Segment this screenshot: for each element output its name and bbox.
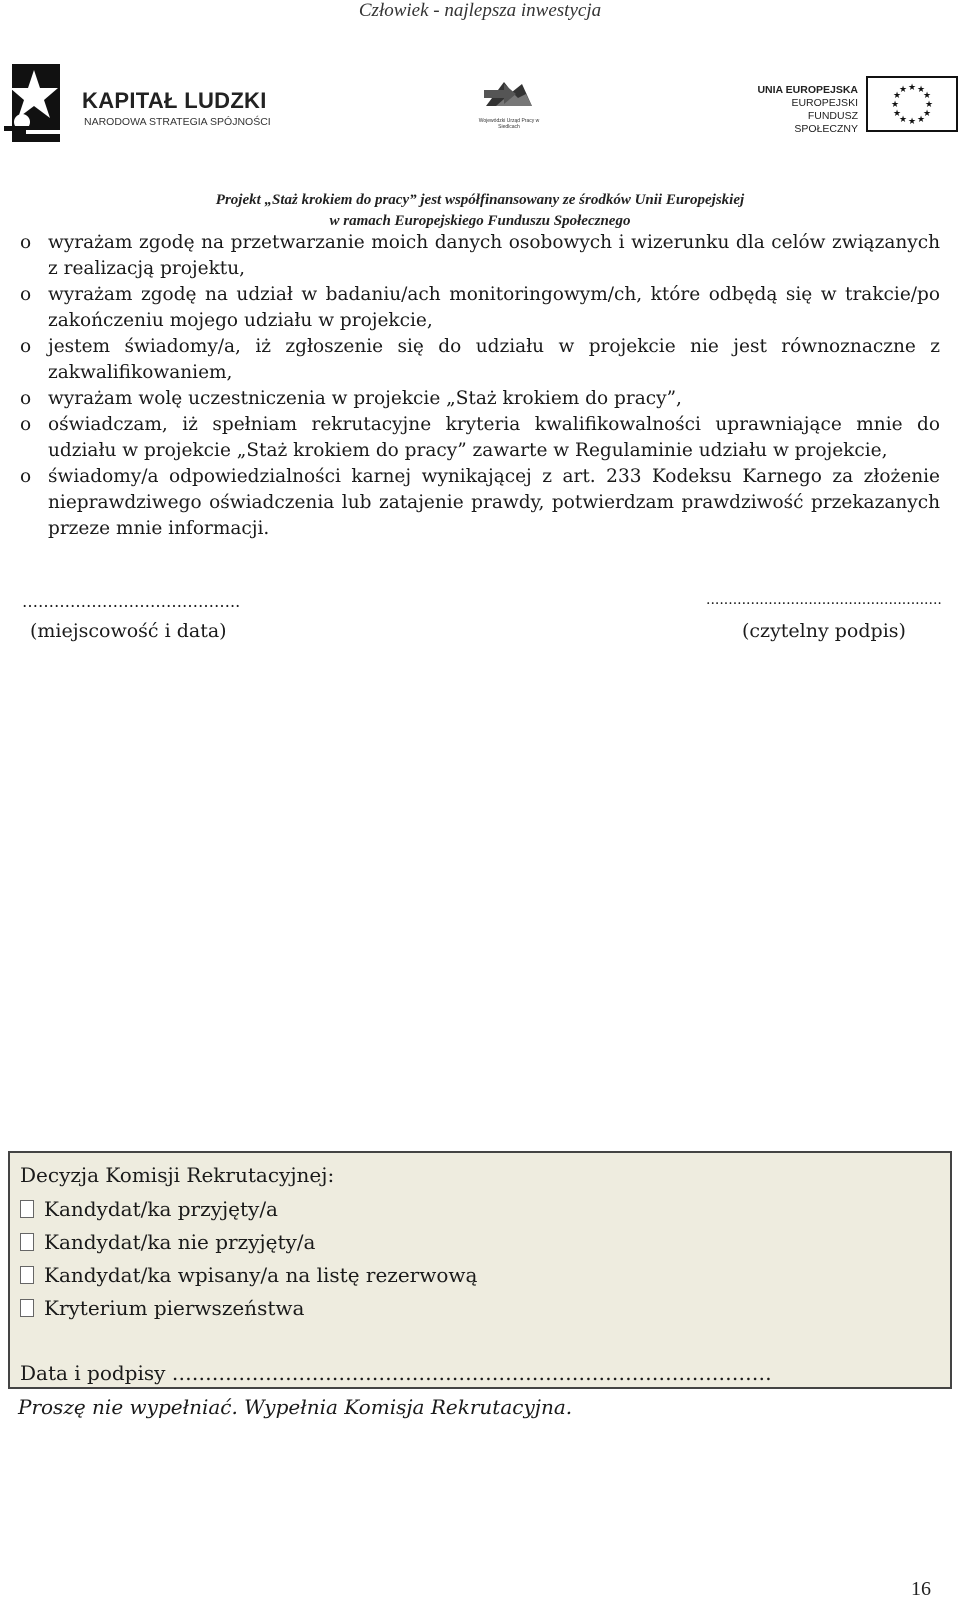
- option-label: Kandydat/ka wpisany/a na listę rezerwową: [44, 1263, 478, 1287]
- project-caption-line1: Projekt „Staż krokiem do pracy” jest współfinansowany ze środków Unii Europejskiej: [215, 192, 745, 208]
- svg-text:★: ★: [907, 83, 917, 93]
- kapital-ludzki-mark-icon: [4, 60, 66, 146]
- committee-sign-line[interactable]: Data i podpisy ………………………………………………………………………………: [20, 1361, 772, 1385]
- kapital-ludzki-logo: [4, 60, 274, 146]
- bullet-marker: o: [20, 284, 32, 305]
- bullet-marker: o: [20, 388, 32, 409]
- checkbox[interactable]: [20, 1266, 34, 1284]
- statement-text: oświadczam, iż spełniam rekrutacyjne kryteria kwalifikowalności uprawniające mnie do udziału w projekcie „Staż krokiem do pracy” zawarte w Regulaminie udziału w projekcie,: [48, 414, 940, 461]
- project-caption-line2: w ramach Europejskiego Funduszu Społecznego: [329, 213, 631, 229]
- svg-text:★: ★: [916, 85, 926, 95]
- kapital-ludzki-title: KAPITAŁ LUDZKI: [82, 88, 267, 113]
- list-item: [20, 386, 940, 412]
- signature-label: (czytelny podpis): [742, 620, 906, 642]
- place-date-line[interactable]: …………………………………..: [22, 592, 241, 611]
- checkbox[interactable]: [20, 1233, 34, 1251]
- svg-text:★: ★: [924, 100, 934, 110]
- committee-heading: Decyzja Komisji Rekrutacyjnej:: [20, 1163, 335, 1187]
- signature-line[interactable]: .....................................................: [706, 592, 942, 608]
- bullet-marker: o: [20, 466, 32, 487]
- svg-text:★: ★: [907, 117, 917, 127]
- statement-text: świadomy/a odpowiedzialności karnej wynikającej z art. 233 Kodeksu Karnego za złożenie nieprawdziwego oświadczenia lub zatajenie prawdy, potwierdzam prawdziwość przekazanych przeze mnie informacji.: [48, 466, 940, 539]
- svg-text:★: ★: [898, 115, 908, 125]
- page-number: 16: [911, 1578, 931, 1600]
- list-item: [20, 282, 940, 334]
- eu-logo-line3: FUNDUSZ SPOŁECZNY: [794, 110, 858, 135]
- bullet-marker: o: [20, 336, 32, 357]
- option-label: Kryterium pierwszeństwa: [44, 1296, 305, 1320]
- place-date-label: (miejscowość i data): [30, 620, 227, 642]
- list-item: [20, 230, 940, 282]
- urzad-pracy-arrow-icon: [482, 76, 534, 112]
- eu-logo-line1: UNIA EUROPEJSKA: [757, 84, 858, 96]
- committee-option-priority: [20, 1296, 304, 1320]
- bullet-marker: o: [20, 232, 32, 253]
- eu-logo-text: [750, 84, 858, 136]
- header-tagline: Człowiek - najlepsza inwestycja: [358, 0, 602, 21]
- statement-text: wyrażam wolę uczestniczenia w projekcie „Staż krokiem do pracy”,: [48, 388, 682, 409]
- eu-flag-icon: [866, 76, 958, 132]
- svg-text:★: ★: [890, 100, 900, 110]
- option-label: Kandydat/ka przyjęty/a: [44, 1197, 278, 1221]
- list-item: [20, 334, 940, 386]
- statement-text: wyrażam zgodę na udział w badaniu/ach monitoringowym/ch, które odbędą się w trakcie/po zakończeniu mojego udziału w projekcie,: [48, 284, 940, 331]
- kapital-ludzki-subtitle: NARODOWA STRATEGIA SPÓJNOŚCI: [84, 116, 271, 128]
- svg-text:★: ★: [922, 91, 932, 101]
- svg-text:★: ★: [922, 109, 932, 119]
- committee-option-reserve: [20, 1263, 477, 1287]
- svg-text:★: ★: [898, 85, 908, 95]
- urzad-pracy-caption: Wojewódzki Urząd Pracy w Siedlcach: [478, 118, 540, 130]
- checkbox[interactable]: [20, 1200, 34, 1218]
- list-item: [20, 412, 940, 464]
- project-caption: [0, 190, 960, 232]
- urzad-pracy-logo: [474, 70, 544, 138]
- option-label: Kandydat/ka nie przyjęty/a: [44, 1230, 316, 1254]
- statement-text: jestem świadomy/a, iż zgłoszenie się do udziału w projekcie nie jest równoznaczne z zakwalifikowaniem,: [48, 336, 940, 383]
- committee-option-rejected: [20, 1230, 315, 1254]
- bullet-marker: o: [20, 414, 32, 435]
- list-item: [20, 464, 940, 542]
- statement-text: wyrażam zgodę na przetwarzanie moich danych osobowych i wizerunku dla celów związanych z realizacją projektu,: [48, 232, 940, 279]
- svg-text:★: ★: [916, 115, 926, 125]
- svg-text:★: ★: [892, 91, 902, 101]
- eu-logo-line2: EUROPEJSKI: [791, 97, 858, 109]
- checkbox[interactable]: [20, 1299, 34, 1317]
- committee-option-accepted: [20, 1197, 278, 1221]
- committee-decision-box: [8, 1151, 952, 1389]
- svg-text:★: ★: [892, 109, 902, 119]
- committee-note: Proszę nie wypełniać. Wypełnia Komisja Rekrutacyjna.: [18, 1395, 573, 1419]
- eu-logo: [750, 76, 958, 135]
- statements-list: [20, 230, 940, 542]
